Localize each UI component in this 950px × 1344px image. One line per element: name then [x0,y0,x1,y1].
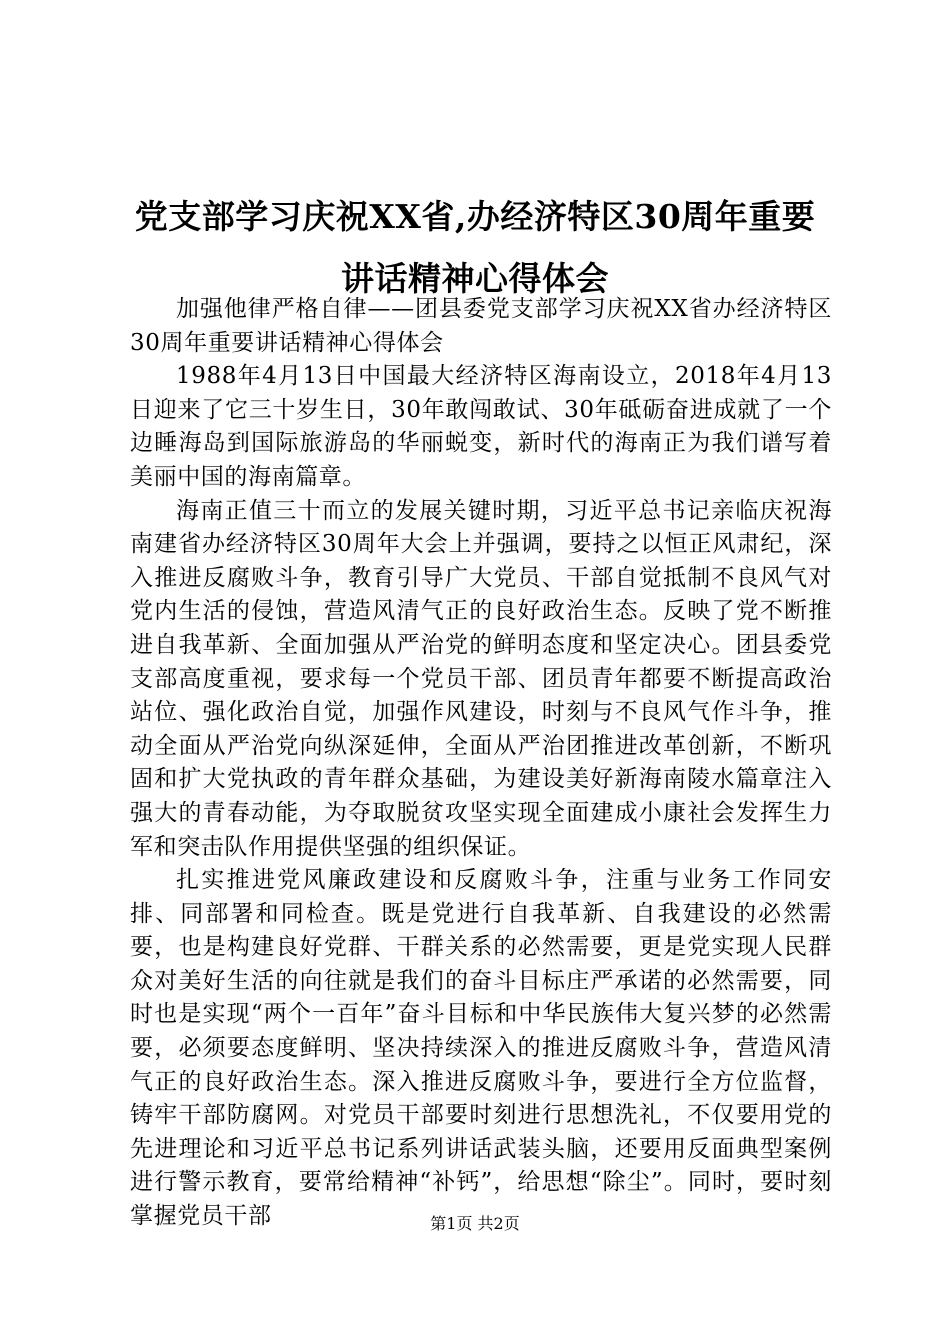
paragraph-2: 海南正值三十而立的发展关键时期，习近平总书记亲临庆祝海南建省办经济特区30周年大会上并强调，要持之以恒正风肃纪，深入推进反腐败斗争，教育引导广大党员、干部自觉抵制不良风气对党内生活的侵蚀，营造风清气正的良好政治生态。反映了党不断推进自我革新、全面加强从严治党的鲜明态度和坚定决心。团县委党支部高度重视，要求每一个党员干部、团员青年都要不断提高政治站位、强化政治自觉，加强作风建设，时刻与不良风气作斗争，推动全面从严治党向纵深延伸，全面从严治团推进改革创新，不断巩固和扩大党执政的青年群众基础，为建设美好新海南陵水篇章注入强大的青春动能，为夺取脱贫攻坚实现全面建成小康社会发挥生力军和突击队作用提供坚强的组织保证。 [130,497,832,860]
paragraph-1: 1988年4月13日中国最大经济特区海南设立，2018年4月13日迎来了它三十岁生日，30年敢闯敢试、30年砥砺奋进成就了一个边睡海岛到国际旅游岛的华丽蜕变，新时代的海南正为我们谱写着美丽中国的海南篇章。 [130,363,832,490]
paragraph-3: 扎实推进党风廉政建设和反腐败斗争，注重与业务工作同安排、同部署和同检查。既是党进行自我革新、自我建设的必然需要，也是构建良好党群、干群关系的必然需要，更是党实现人民群众对美好生活的向往就是我们的奋斗目标庄严承诺的必然需要，同时也是实现“两个一百年”奋斗目标和中华民族伟大复兴梦的必然需要，必须要态度鲜明、坚决持续深入的推进反腐败斗争，营造风清气正的良好政治生态。深入推进反腐败斗争，要进行全方位监督，铸牢干部防腐网。对党员干部要时刻进行思想洗礼，不仅要用党的先进理论和习近平总书记系列讲话武装头脑，还要用反面典型案例进行警示教育，要常给精神“补钙”，给思想“除尘”。同时，要时刻掌握党员干部 [130,867,832,1230]
page-footer: 第1页 共2页 [430,1214,520,1233]
document-title: 党支部学习庆祝XX省,办经济特区30周年重要讲话精神心得体会 [134,197,816,298]
document-body [130,293,832,1234]
paragraph-subtitle: 加强他律严格自律——团县委党支部学习庆祝XX省办经济特区30周年重要讲话精神心得体会 [130,296,832,356]
